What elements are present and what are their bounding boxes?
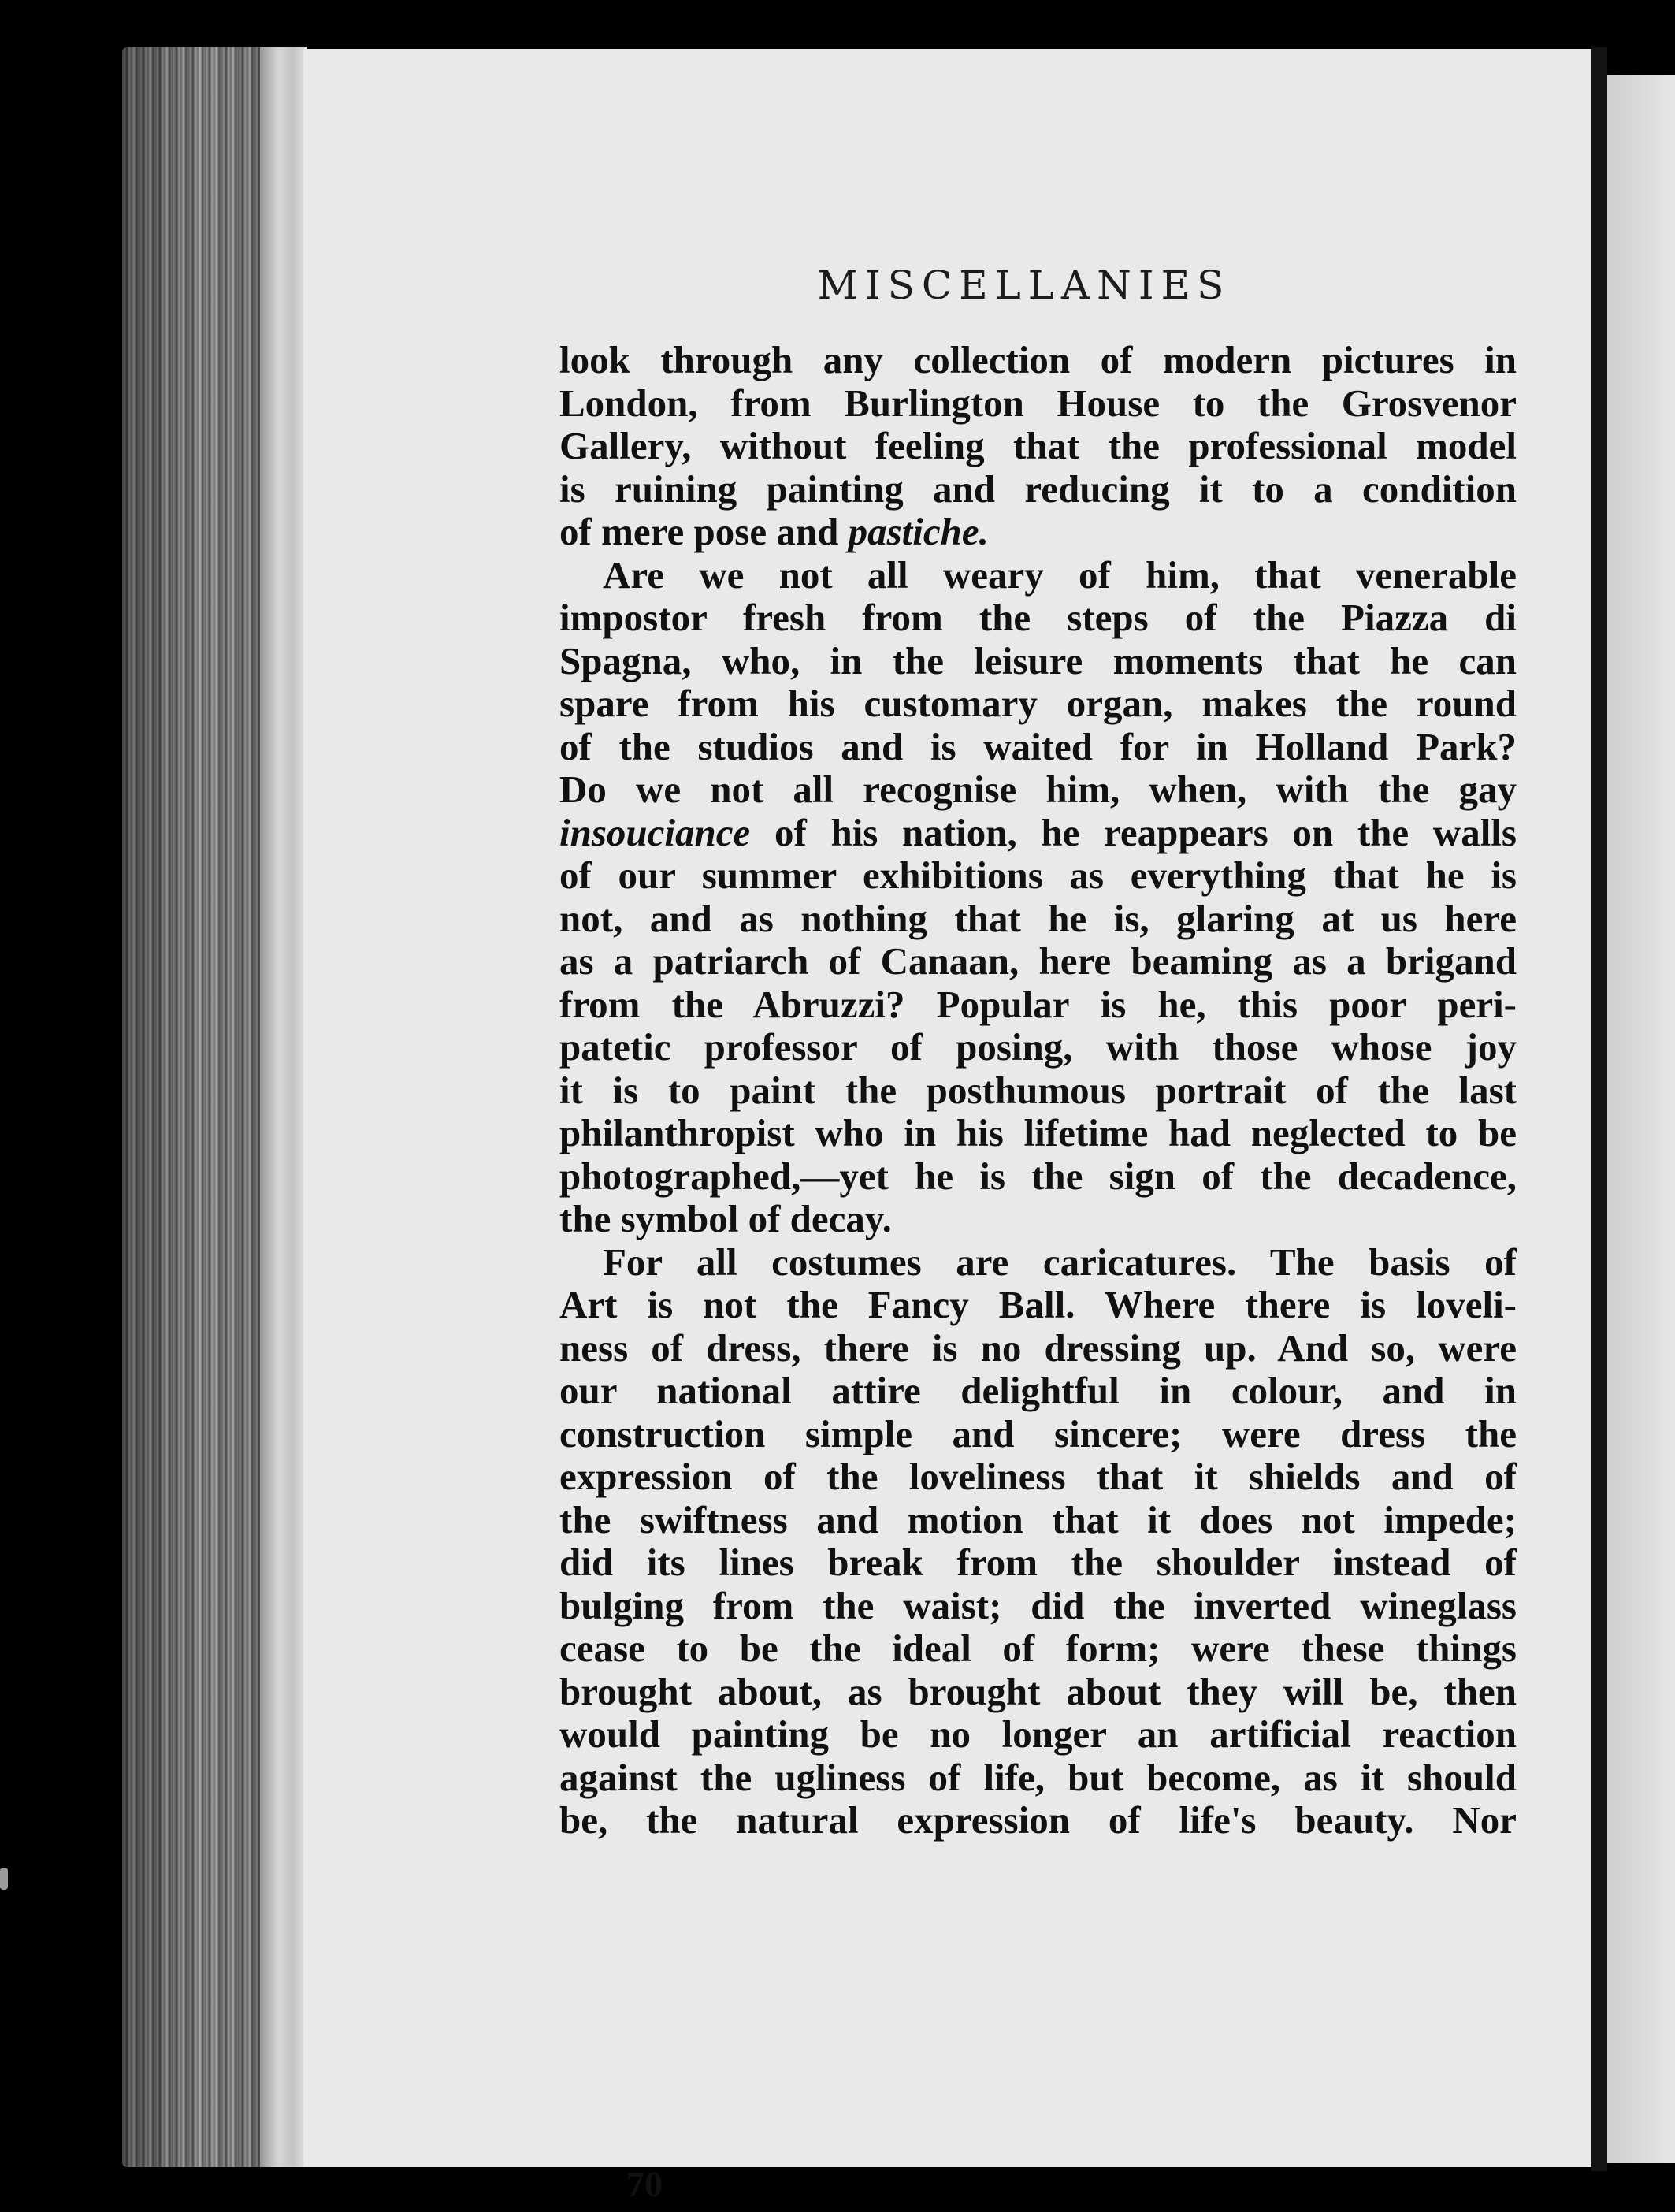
- text-line: For all costumes are caricatures. The basis of: [603, 1240, 1517, 1284]
- text-line: Gallery, without feeling that the professional model: [559, 425, 1517, 467]
- text-line: expression of the loveliness that it shields and of: [559, 1455, 1517, 1498]
- text-line: bulging from the waist; did the inverted wineglass: [559, 1584, 1517, 1627]
- page-fold-shadow: [1591, 47, 1607, 2171]
- text-line: ness of dress, there is no dressing up. And so, were: [559, 1326, 1517, 1370]
- text-line: Spagna, who, in the leisure moments that he can: [559, 639, 1517, 682]
- text-line: Are we not all weary of him, that venerable: [603, 553, 1517, 597]
- facing-page-edge: [1607, 75, 1675, 2163]
- scan-artifact-mark: [0, 1868, 8, 1890]
- text-line: impostor fresh from the steps of the Piazza di: [559, 597, 1517, 639]
- text-line: construction simple and sincere; were dress the: [559, 1412, 1517, 1455]
- text-line: spare from his customary organ, makes the round: [559, 682, 1517, 725]
- text-line: as a patriarch of Canaan, here beaming as a brigand: [559, 940, 1517, 983]
- paragraph-2: [559, 554, 1517, 1241]
- italic-term: pastiche.: [848, 511, 989, 553]
- paragraph-3: [559, 1241, 1517, 1842]
- paragraph-1: [559, 339, 1517, 554]
- text-line: not, and as nothing that he is, glaring at us here: [559, 897, 1517, 940]
- text-line: photographed,—yet he is the sign of the decadence,: [559, 1154, 1517, 1198]
- text-line: the symbol of decay.: [559, 1198, 892, 1240]
- text-line: is ruining painting and reducing it to a condition: [559, 467, 1517, 511]
- text-line: of our summer exhibitions as everything that he is: [559, 854, 1517, 897]
- text-line: the swiftness and motion that it does not impede;: [559, 1498, 1517, 1541]
- italic-term: insouciance: [559, 811, 751, 854]
- page-number: 70: [626, 2164, 663, 2204]
- text-line: Do we not all recognise him, when, with the gay: [559, 768, 1517, 811]
- text-line: from the Abruzzi? Popular is he, this poor peri-: [559, 983, 1517, 1026]
- text-line-with-italic: insouciance of his nation, he reappears on the walls: [559, 811, 1517, 854]
- text-line: London, from Burlington House to the Grosvenor: [559, 381, 1517, 425]
- text-line: would painting be no longer an artificial reaction: [559, 1713, 1517, 1756]
- text-line: patetic professor of posing, with those whose joy: [559, 1026, 1517, 1069]
- text-line: Art is not the Fancy Ball. Where there is loveli-: [559, 1284, 1517, 1326]
- text-line: cease to be the ideal of form; were these things: [559, 1627, 1517, 1670]
- body-text: [559, 339, 1517, 1842]
- text-line: of the studios and is waited for in Holland Park?: [559, 725, 1517, 768]
- book-gutter: [260, 47, 307, 2167]
- text-line: against the ugliness of life, but become, as it should: [559, 1756, 1517, 1799]
- text-line-with-italic: of mere pose and pastiche.: [559, 511, 989, 553]
- facing-page-top: [1607, 47, 1675, 79]
- running-head: MISCELLANIES: [817, 262, 1231, 308]
- text-line: philanthropist who in his lifetime had neglected to be: [559, 1112, 1517, 1154]
- text-line: our national attire delightful in colour, and in: [559, 1370, 1517, 1412]
- text-line: look through any collection of modern pictures in: [559, 339, 1517, 381]
- text-line: brought about, as brought about they will be, then: [559, 1670, 1517, 1713]
- text-line: it is to paint the posthumous portrait of the last: [559, 1069, 1517, 1112]
- text-line: be, the natural expression of life's beauty. Nor: [559, 1799, 1517, 1842]
- text-line: did its lines break from the shoulder instead of: [559, 1541, 1517, 1584]
